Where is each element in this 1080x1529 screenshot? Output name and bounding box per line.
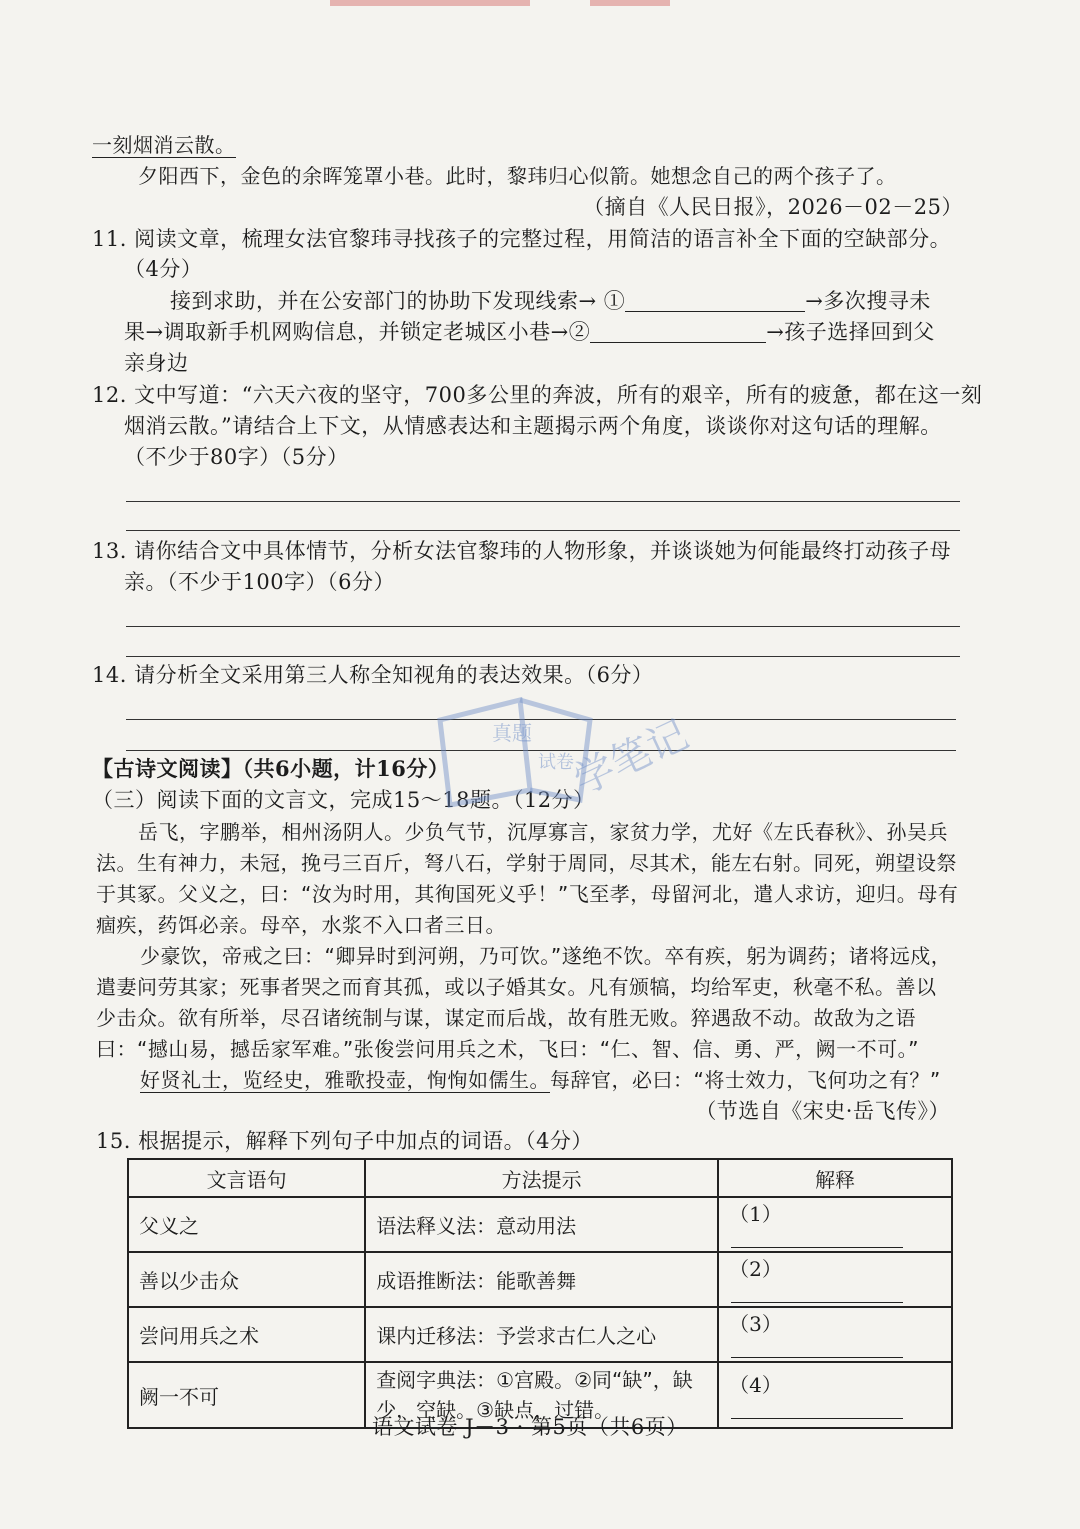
watermark-logo [420,680,700,810]
q12-stem-1: 12. 文中写道：“六天六夜的坚守，700多公里的奔波，所有的艰辛，所有的疲惫，都在这一刻 [92,383,983,407]
q15-answer-cell[interactable]: （1） [718,1197,952,1252]
q12-answer-line[interactable] [126,501,960,502]
passage-source: （摘自《人民日报》，2026－02－25） [583,195,963,219]
classical-line: 岳飞，字鹏举，相州汤阴人。少负气节，沉厚寡言，家贫力学，尤好《左氏春秋》、孙吴兵 [138,820,948,844]
q11-stem: 11. 阅读文章，梳理女法官黎玮寻找孩子的完整过程，用简洁的语言补全下面的空缺部分。 [92,227,952,251]
q15-sentence: 善以少击众 [128,1252,365,1307]
classical-line: 法。生有神力，未冠，挽弓三百斤，弩八石，学射于周同，尽其术，能左右射。同死，朔望设祭 [96,851,957,875]
classical-line: 遣妻问劳其家；死事者哭之而育其孤，或以子婚其女。凡有颁犒，均给军吏，秋毫不私。善以 [96,975,937,999]
q15-hint: 成语推断法：能歌善舞 [365,1252,718,1307]
q15-sentence: 阙一不可 [128,1362,365,1428]
q12-stem-3: （不少于80字）（5分） [124,445,349,469]
classical-line: 曰：“撼山易，撼岳家军难。”张俊尝问用兵之术，飞曰：“仁、智、信、勇、严，阙一不可。” [96,1037,919,1061]
q15-col-header: 解释 [718,1159,952,1197]
svg-text:真题: 真题 [492,721,532,745]
q15-answer-cell[interactable]: （2） [718,1252,952,1307]
classical-section-title: 【古诗文阅读】（共6小题，计16分） [92,756,450,781]
q11-flow-line1: 接到求助，并在公安部门的协助下发现线索→ ① →多次搜寻未 [170,289,931,313]
q15-hint: 查阅字典法：①宫殿。②同“缺”，缺少，空缺。③缺点，过错。 [365,1362,718,1428]
passage-last-paragraph: 夕阳西下，金色的余晖笼罩小巷。此时，黎玮归心似箭。她想念自己的两个孩子了。 [138,164,897,188]
q15-sentence: 尝问用兵之术 [128,1307,365,1362]
q12-stem-2: 烟消云散。”请结合上下文，从情感表达和主题揭示两个角度，谈谈你对这句话的理解。 [124,414,942,438]
q15-stem: 15. 根据提示，解释下列句子中加点的词语。（4分） [96,1129,593,1153]
svg-text:学笔记: 学笔记 [566,711,696,805]
classical-part-title: （三）阅读下面的文言文，完成15～18题。（12分） [92,788,595,812]
classical-underlined-sentence: 好贤礼士，览经史，雅歌投壶，恂恂如儒生。 [140,1068,550,1092]
q15-col-header: 文言语句 [128,1159,365,1197]
scan-edge-mark [330,0,530,6]
passage-fragment: 一刻烟消云散。 [92,133,236,157]
q15-header-row [128,1159,952,1197]
table-row [128,1252,952,1307]
q11-blank-1[interactable] [625,289,805,312]
q13-answer-line[interactable] [126,656,960,657]
classical-line: 少豪饮，帝戒之曰：“卿异时到河朔，乃可饮。”遂绝不饮。卒有疾，躬为调药；诸将远戍， [140,944,952,968]
q15-hint: 课内迁移法：予尝求古仁人之心 [365,1307,718,1362]
svg-text:试卷: 试卷 [538,752,574,773]
q13-stem-2: 亲。（不少于100字）（6分） [124,570,395,594]
classical-line: 痼疾，药饵必亲。母卒，水浆不入口者三日。 [96,913,506,937]
classical-line-last: 好贤礼士，览经史，雅歌投壶，恂恂如儒生。每辞官，必曰：“将士效力，飞何功之有？” [140,1068,941,1092]
classical-line: 于其冢。父义之，曰：“汝为时用，其徇国死义乎！”飞至孝，母留河北，遣人求访，迎归。母有 [96,882,959,906]
classical-line: 少击众。欲有所举，尽召诸统制与谋，谋定而后战，故有胜无败。猝遇敌不动。故敌为之语 [96,1006,916,1030]
q15-hint: 语法释义法：意动用法 [365,1197,718,1252]
q15-answer-cell[interactable]: （3） [718,1307,952,1362]
table-row [128,1307,952,1362]
q15-col-header: 方法提示 [365,1159,718,1197]
q11-flow-line3: 亲身边 [124,351,189,375]
q15-table [127,1158,953,1429]
q13-answer-line[interactable] [126,626,960,627]
q13-stem-1: 13. 请你结合文中具体情节，分析女法官黎玮的人物形象，并谈谈她为何能最终打动孩子母 [92,539,952,563]
q12-answer-line[interactable] [126,530,960,531]
book-watermark-icon [420,680,700,810]
q14-stem: 14. 请分析全文采用第三人称全知视角的表达效果。（6分） [92,663,654,687]
table-row [128,1197,952,1252]
scan-edge-mark [590,0,670,6]
classical-source: （节选自《宋史·岳飞传》） [695,1099,950,1123]
page-footer: 语文试卷 J－3 · 第5页（共6页） [372,1415,688,1439]
q11-score: （4分） [124,257,203,281]
q15-answer-cell[interactable]: （4） [718,1362,952,1428]
q11-flow-line2: 果→调取新手机网购信息，并锁定老城区小巷→② →孩子选择回到父 [124,320,935,344]
q11-blank-2[interactable] [590,320,766,343]
q15-sentence: 父义之 [128,1197,365,1252]
